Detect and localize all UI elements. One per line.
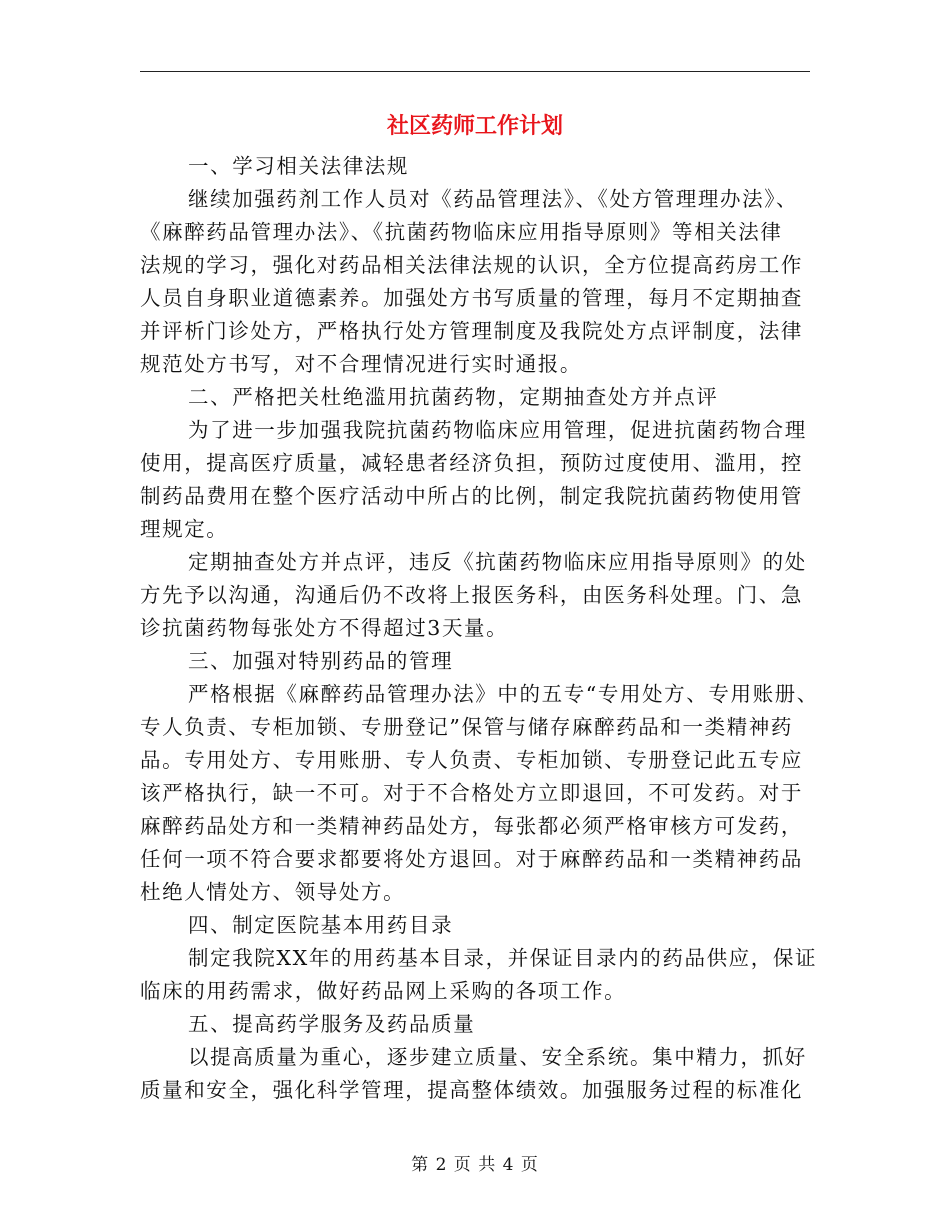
body-line: 法规的学习，强化对药品相关法律法规的认识，全方位提高药房工作 [140,253,803,277]
body-line: 理规定。 [140,517,229,541]
body-line: 定期抽查处方并点评，违反《抗菌药物临床应用指导原则》的处 [188,550,807,574]
body-line: 严格根据《麻醉药品管理办法》中的五专“专用处方、专用账册、 [188,682,819,706]
body-line: 制定我院XX年的用药基本目录，并保证目录内的药品供应，保证 [188,946,818,970]
body-line: 杜绝人情处方、领导处方。 [140,880,406,904]
body-line: 制药品费用在整个医疗活动中所占的比例，制定我院抗菌药物使用管 [140,484,803,508]
body-line: 以提高质量为重心，逐步建立质量、安全系统。集中精力，抓好 [188,1045,807,1069]
page-number-footer: 第 2 页 共 4 页 [411,1155,539,1175]
body-line: 专人负责、专柜加锁、专册登记”保管与储存麻醉药品和一类精神药 [140,715,793,739]
body-line: 四、制定医院基本用药目录 [188,913,454,937]
header-rule [140,71,810,72]
body-line: 该严格执行，缺一不可。对于不合格处方立即退回，不可发药。对于 [140,781,803,805]
body-line: 人员自身职业道德素养。加强处方书写质量的管理，每月不定期抽查 [140,286,803,310]
body-line: 一、学习相关法律法规 [188,154,409,178]
body-line: 临床的用药需求，做好药品网上采购的各项工作。 [140,979,627,1003]
body-line: 诊抗菌药物每张处方不得超过3天量。 [140,616,509,640]
body-line: 《麻醉药品管理办法》、《抗菌药物临床应用指导原则》等相关法律 [140,220,783,244]
body-line: 方先予以沟通，沟通后仍不改将上报医务科，由医务科处理。门、急 [140,583,803,607]
document-body [140,150,819,1107]
body-line: 使用，提高医疗质量，减轻患者经济负担，预防过度使用、滥用，控 [140,451,803,475]
body-line: 质量和安全，强化科学管理，提高整体绩效。加强服务过程的标准化 [140,1078,803,1102]
body-line: 为了进一步加强我院抗菌药物临床应用管理，促进抗菌药物合理 [188,418,807,442]
document-title: 社区药师工作计划 [386,113,563,139]
body-line: 任何一项不符合要求都要将处方退回。对于麻醉药品和一类精神药品 [140,847,803,871]
body-line: 三、加强对特别药品的管理 [188,649,454,673]
body-line: 规范处方书写，对不合理情况进行实时通报。 [140,352,582,376]
body-line: 并评析门诊处方，严格执行处方管理制度及我院处方点评制度，法律 [140,319,803,343]
body-line: 继续加强药剂工作人员对《药品管理法》、《处方管理理办法》、 [188,187,799,211]
body-line: 麻醉药品处方和一类精神药品处方，每张都必须严格审核方可发药， [140,814,803,838]
body-line: 五、提高药学服务及药品质量 [188,1012,476,1036]
body-line: 二、严格把关杜绝滥用抗菌药物，定期抽查处方并点评 [188,385,719,409]
body-line: 品。专用处方、专用账册、专人负责、专柜加锁、专册登记此五专应 [140,748,803,772]
